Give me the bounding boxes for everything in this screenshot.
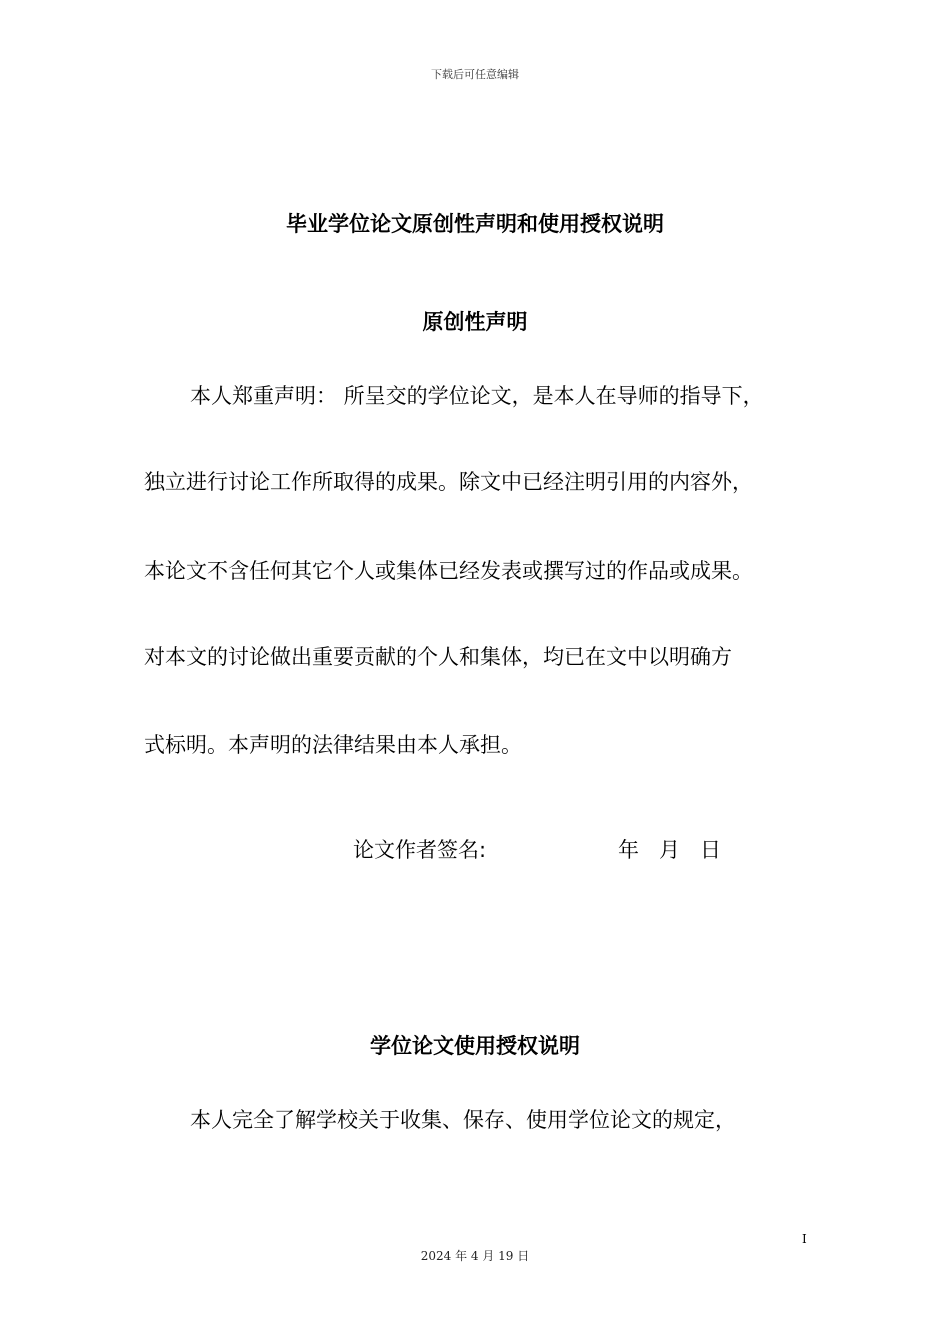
originality-line-5: 式标明。本声明的法律结果由本人承担。 (144, 733, 522, 757)
signature-date-label: 年 月 日 (618, 838, 722, 862)
page-number: I (802, 1232, 807, 1246)
authorization-heading: 学位论文使用授权说明 (370, 1034, 580, 1058)
document-title: 毕业学位论文原创性声明和使用授权说明 (286, 212, 664, 236)
originality-line-4: 对本文的讨论做出重要贡献的个人和集体，均已在文中以明确方 (144, 645, 732, 669)
originality-line-1: 本人郑重声明： 所呈交的学位论文，是本人在导师的指导下， (190, 384, 764, 408)
originality-heading: 原创性声明 (422, 310, 528, 334)
originality-line-3: 本论文不含任何其它个人或集体已经发表或撰写过的作品或成果。 (144, 559, 753, 583)
page-header: 下载后可任意编辑 (431, 68, 519, 81)
author-signature-label: 论文作者签名: (353, 838, 487, 862)
authorization-line-1: 本人完全了解学校关于收集、保存、使用学位论文的规定， (190, 1108, 736, 1132)
originality-line-2: 独立进行讨论工作所取得的成果。除文中已经注明引用的内容外， (144, 470, 753, 494)
footer-date: 2024 年 4 月 19 日 (420, 1249, 530, 1263)
